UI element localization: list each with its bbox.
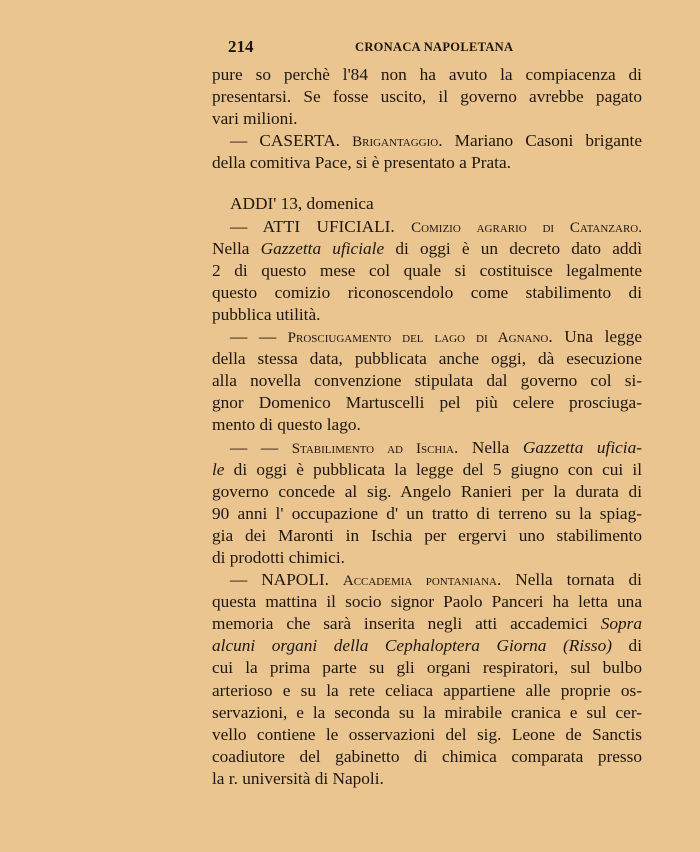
small-caps-heading: Stabilimento ad Ischia [291,440,454,457]
text-segment: gia dei Maronti in Ischia per ergervi uno stabilimento [212,525,642,545]
body-text [212,64,642,790]
text-segment: servazioni, e la seconda su la mirabile cranica e sul cer- [212,702,642,722]
text-segment: della comitiva Pace, si è presentato a Prata. [212,153,511,173]
text-segment: ADDI' 13, domenica [230,194,374,214]
text-line [212,680,642,702]
text-line [212,392,642,414]
text-segment: Nella [212,238,261,258]
paragraph [212,216,642,326]
text-line [212,768,642,790]
text-line [212,86,642,108]
text-segment: di [611,636,642,656]
text-line [212,108,642,130]
italic-text: Sopra [600,614,642,634]
text-segment: di oggi è un decreto dato addì [384,238,642,258]
text-segment: vari milioni. [212,109,298,129]
text-segment: — NAPOLI. [230,570,343,590]
text-segment: — — [230,327,288,347]
text-line [212,326,642,348]
text-line [212,304,642,326]
text-line [212,525,642,547]
text-line [212,503,642,525]
text-line [212,193,642,215]
text-segment: pure so perchè l'84 non ha avuto la compiacenza di [212,65,642,84]
text-segment: questo comizio riconoscendolo come stabilimento di [212,282,642,302]
text-segment: governo concede al sig. Angelo Ranieri per la durata di [212,481,642,501]
text-line [212,370,642,392]
small-caps-heading: Prosciugamento del lago di Agnano [287,330,549,347]
text-segment: cui la prima parte su gli organi respiratori, sul bulbo [212,658,642,678]
page-number: 214 [228,37,254,56]
text-segment: — CASERTA. [230,131,353,151]
text-line [212,746,642,768]
paragraph [212,193,642,215]
paragraph [212,130,642,174]
paragraph [212,64,642,130]
text-segment: coadiutore del gabinetto di chimica comparata presso [212,746,642,766]
text-line [212,613,642,635]
text-line [212,635,642,657]
text-segment: — ATTI UFICIALI. [230,216,412,236]
text-line [212,591,642,613]
text-segment: mento di questo lago. [212,415,361,435]
text-line [212,459,642,481]
text-line [212,348,642,370]
text-segment: alla novella convenzione stipulata dal governo col si- [212,371,642,391]
text-segment: — — [230,437,292,457]
text-line [212,657,642,679]
text-segment: vello contiene le osservazioni del sig. Leone de Sanctis [212,724,642,744]
text-segment: la r. università di Napoli. [212,768,384,788]
italic-text: le [212,459,225,479]
text-line [212,481,642,503]
small-caps-heading: Comizio agrario di Catanzaro. [411,219,642,236]
paragraph [212,569,642,790]
text-segment: presentarsi. Se fosse uscito, il governo avrebbe pagato [212,87,642,107]
text-line [212,216,642,238]
text-line [212,702,642,724]
text-segment: di oggi è pubblicata la legge del 5 giugno con cui il [224,459,642,479]
text-line [212,64,642,86]
italic-text: alcuni organi della Cephaloptera Giorna (Risso) [212,636,612,656]
text-segment: . Mariano Casoni brigante [438,131,642,151]
text-segment: della stessa data, pubblicata anche oggi, dà esecuzione [212,349,642,369]
text-line [212,569,642,591]
small-caps-heading: Brigantaggio [352,134,439,151]
text-line [212,260,642,282]
text-segment: pubblica utilità. [212,304,321,324]
text-line [212,282,642,304]
running-title: CRONACA NAPOLETANA [355,40,514,54]
italic-text: Gazzetta uficia- [522,437,642,457]
text-line [212,130,642,152]
text-segment: 90 anni l' occupazione d' un tratto di terreno su la spiag- [212,503,642,523]
paragraph [212,437,642,570]
paragraph [212,326,642,436]
text-segment: memoria che sarà inserita negli atti accademici [212,614,601,634]
text-segment: . Una legge [548,327,642,347]
text-segment: . Nella [453,437,523,457]
text-line [212,547,642,569]
text-line [212,437,642,459]
text-segment: 2 di questo mese col quale si costituisce legalmente [212,260,642,280]
text-segment: questa mattina il socio signor Paolo Panceri ha letta una [212,592,642,612]
small-caps-heading: Accademia pontaniana [342,573,497,590]
text-line [212,414,642,436]
page-header [228,37,528,57]
text-line [212,724,642,746]
text-segment: arterioso e su la rete celiaca appartiene alle proprie os- [212,680,642,700]
text-line [212,238,642,260]
text-line [212,152,642,174]
text-segment: . Nella tornata di [496,570,642,590]
text-segment: di prodotti chimici. [212,547,345,567]
text-segment: gnor Domenico Martuscelli pel più celere prosciuga- [212,393,642,413]
italic-text: Gazzetta uficiale [260,238,385,258]
